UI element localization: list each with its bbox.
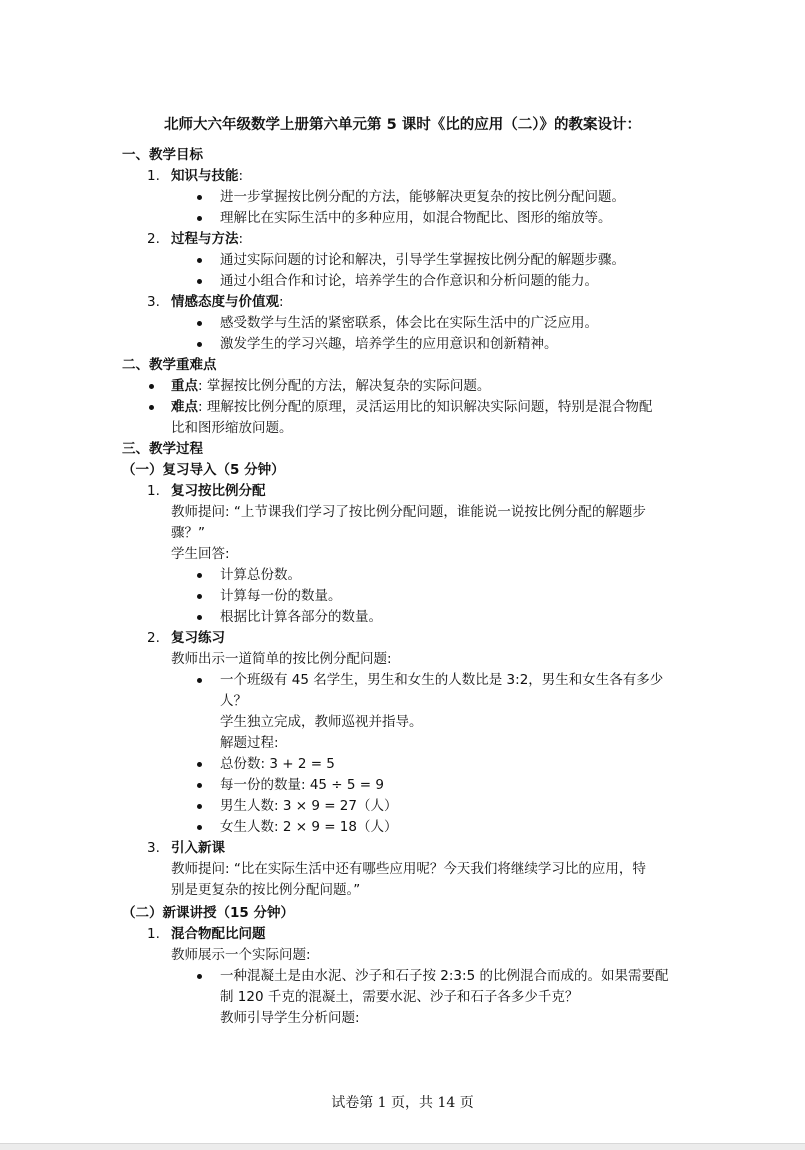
list-number: 2.: [147, 231, 160, 247]
key-point-item: [171, 377, 490, 395]
bullet-icon: [197, 804, 202, 809]
item-colon: :: [238, 168, 244, 184]
list-item: 计算每一份的数量。: [220, 588, 342, 604]
bullet-icon: [197, 783, 202, 788]
bullet-icon: [197, 195, 202, 200]
key-point-item-continued: 比和图形缩放问题。: [171, 420, 293, 436]
bullet-icon: [197, 342, 202, 347]
list-number: 3.: [147, 840, 160, 856]
item-text: : 掌握按比例分配的方法，解决复杂的实际问题。: [198, 378, 491, 394]
item-label: 重点: [171, 378, 198, 394]
bullet-icon: [197, 321, 202, 326]
list-item: 进一步掌握按比例分配的方法，能够解决更复杂的按比例分配问题。: [220, 189, 625, 205]
bullet-icon: [149, 405, 154, 410]
paragraph: 解题过程:: [220, 735, 279, 751]
paragraph: 教师引导学生分析问题:: [220, 1010, 360, 1026]
bullet-icon: [197, 216, 202, 221]
list-item-heading: 复习按比例分配: [171, 483, 266, 499]
bullet-icon: [197, 594, 202, 599]
item-label: 难点: [171, 399, 198, 415]
list-number: 2.: [147, 630, 160, 646]
item-text: : 理解按比例分配的原理，灵活运用比的知识解决实际问题，特别是混合物配: [198, 399, 653, 415]
list-item-heading: 复习练习: [171, 630, 225, 646]
list-item: 计算总份数。: [220, 567, 301, 583]
solution-step: 每一份的数量: 45 ÷ 5 = 9: [220, 777, 384, 793]
teacher-question: 教师提问: “比在实际生活中还有哪些应用呢？今天我们将继续学习比的应用，特: [171, 861, 646, 877]
list-item: 激发学生的学习兴趣，培养学生的应用意识和创新精神。: [220, 336, 558, 352]
problem-text: 一个班级有 45 名学生，男生和女生的人数比是 3:2，男生和女生各有多少: [220, 672, 664, 688]
paragraph: 教师展示一个实际问题:: [171, 947, 311, 963]
problem-text: 一种混凝土是由水泥、沙子和石子按 2:3:5 的比例混合而成的。如果需要配: [220, 968, 669, 984]
problem-text-continued: 制 120 千克的混凝土，需要水泥、沙子和石子各多少千克？: [220, 989, 579, 1005]
bullet-icon: [197, 762, 202, 767]
list-item-heading: [171, 167, 243, 185]
item-label: 情感态度与价值观: [171, 294, 279, 310]
bullet-icon: [197, 678, 202, 683]
solution-step: 男生人数: 3 × 9 = 27（人）: [220, 798, 398, 814]
item-colon: :: [279, 294, 284, 310]
bullet-icon: [149, 384, 154, 389]
bullet-icon: [197, 974, 202, 979]
teacher-question: 教师提问: “上节课我们学习了按比例分配问题，谁能说一说按比例分配的解题步: [171, 504, 646, 520]
subsection-heading-review: （一）复习导入（5 分钟）: [122, 462, 285, 478]
student-answer-label: 学生回答:: [171, 546, 230, 562]
solution-step: 女生人数: 2 × 9 = 18（人）: [220, 819, 398, 835]
list-number: 3.: [147, 294, 160, 310]
bullet-icon: [197, 825, 202, 830]
bullet-icon: [197, 258, 202, 263]
section-heading-objectives: 一、教学目标: [122, 147, 203, 163]
list-item-heading: 引入新课: [171, 840, 225, 856]
page-title: 北师大六年级数学上册第六单元第 5 课时《比的应用（二）》的教案设计：: [164, 117, 641, 133]
subsection-heading-new-lesson: （二）新课讲授（15 分钟）: [122, 905, 294, 921]
list-item: 根据比计算各部分的数量。: [220, 609, 382, 625]
list-number: 1.: [147, 168, 160, 184]
item-colon: :: [238, 231, 244, 247]
page-footer: 试卷第 1 页，共 14 页: [331, 1095, 474, 1111]
list-item: 感受数学与生活的紧密联系，体会比在实际生活中的广泛应用。: [220, 315, 598, 331]
list-item-heading: 混合物配比问题: [171, 926, 266, 942]
list-item: 通过小组合作和讨论，培养学生的合作意识和分析问题的能力。: [220, 273, 598, 289]
list-item-heading: [171, 230, 243, 248]
problem-text-continued: 人？: [220, 693, 247, 709]
list-item-heading: [171, 293, 284, 311]
key-point-item: [171, 398, 652, 416]
list-number: 1.: [147, 483, 160, 499]
solution-step: 总份数: 3 + 2 = 5: [220, 756, 335, 772]
list-item: 理解比在实际生活中的多种应用，如混合物配比、图形的缩放等。: [220, 210, 612, 226]
teacher-question-continued: 别是更复杂的按比例分配问题。”: [171, 882, 361, 898]
section-heading-process: 三、教学过程: [122, 441, 203, 457]
teacher-question-continued: 骤？”: [171, 525, 205, 541]
bullet-icon: [197, 279, 202, 284]
bullet-icon: [197, 573, 202, 578]
paragraph: 教师出示一道简单的按比例分配问题:: [171, 651, 392, 667]
item-label: 知识与技能: [171, 168, 239, 184]
bullet-icon: [197, 615, 202, 620]
paragraph: 学生独立完成，教师巡视并指导。: [220, 714, 423, 730]
list-number: 1.: [147, 926, 160, 942]
item-label: 过程与方法: [171, 231, 239, 247]
section-heading-key-points: 二、教学重难点: [122, 357, 217, 373]
list-item: 通过实际问题的讨论和解决，引导学生掌握按比例分配的解题步骤。: [220, 252, 625, 268]
